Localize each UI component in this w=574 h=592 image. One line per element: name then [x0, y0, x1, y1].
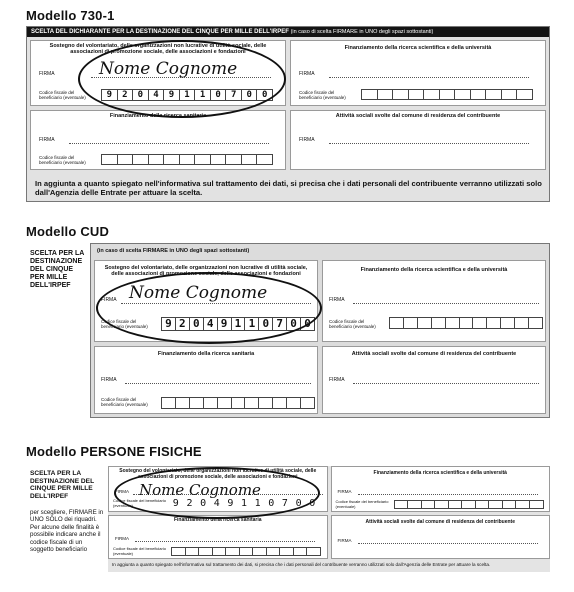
- cf-digit: 1: [254, 498, 261, 509]
- form-730-grid: [30, 40, 546, 170]
- cf-cell: [256, 155, 272, 164]
- cf-digit: 9: [163, 90, 179, 100]
- codice-fiscale-label: Codice fiscale del beneficiario (eventuale): [101, 397, 148, 407]
- cf-cell: [421, 501, 435, 508]
- cf-cell: [486, 318, 500, 328]
- cf-cell: [293, 548, 307, 555]
- cf-cell: [217, 398, 231, 408]
- signature-line[interactable]: [125, 383, 311, 384]
- signature-line[interactable]: [329, 143, 529, 144]
- cf-cell: [189, 398, 203, 408]
- codice-fiscale-label: Codice fiscale del beneficiario (eventuale): [101, 319, 148, 329]
- cf-digit: 1: [241, 498, 248, 509]
- codice-fiscale-label: Codice fiscale del beneficiario (eventuale): [335, 499, 389, 509]
- section-title-cud: Modello CUD: [26, 224, 110, 239]
- cf-digit: 0: [189, 318, 203, 330]
- signature-line[interactable]: [135, 541, 315, 542]
- box-comune-title: Attività sociali svolte dal comune di residenza del contribuente: [365, 519, 515, 525]
- pf-side-note: per scegliere, FIRMARE in UNO SOLO dei riquadri. Per alcune delle finalità è possibile indicare anche il codice fiscale di un soggetto beneficiario: [30, 509, 104, 554]
- box-ricerca-sanitaria: [30, 110, 286, 170]
- cf-cell: [516, 90, 532, 99]
- cf-cell: [488, 501, 502, 508]
- cf-cell: [231, 398, 245, 408]
- firma-label: FIRMA: [101, 377, 117, 383]
- cf-digit: 0: [241, 90, 257, 100]
- form-cud-header: (in caso di scelta FIRMARE in UNO degli spazi sottostanti): [97, 248, 250, 254]
- form-pf-grid: [108, 466, 550, 560]
- box-ricerca-sanitaria-title: Finanziamento della ricerca sanitaria: [173, 517, 262, 523]
- cf-digit: 1: [244, 318, 258, 330]
- box-ricerca-sanitaria-title: Finanziamento della ricerca sanitaria: [109, 113, 207, 119]
- cf-cell: [431, 318, 445, 328]
- box-volontariato: [94, 260, 318, 342]
- cf-digit: 0: [258, 318, 272, 330]
- section-title-persone-fisiche: Modello PERSONE FISICHE: [26, 444, 202, 459]
- form-cud: [90, 243, 550, 418]
- cf-cell: [475, 501, 489, 508]
- cf-digit: 0: [268, 498, 275, 509]
- box-comune: [331, 515, 551, 559]
- cf-cell: [300, 398, 314, 408]
- cf-cell: [470, 90, 486, 99]
- firma-label: FIRMA: [299, 71, 315, 77]
- cf-cell: [185, 548, 199, 555]
- codice-fiscale-field[interactable]: [171, 547, 321, 556]
- box-comune-title: Attività sociali svolte dal comune di residenza del contribuente: [351, 351, 517, 357]
- box-ricerca-universita: [290, 40, 546, 106]
- cf-cell: [194, 155, 210, 164]
- cf-cell: [175, 398, 189, 408]
- cf-digit: 7: [272, 318, 286, 330]
- form-730: [26, 26, 550, 202]
- cf-digit: 1: [231, 318, 245, 330]
- cf-cell: [163, 155, 179, 164]
- box-comune-title: Attività sociali svolte dal comune di residenza del contribuente: [335, 113, 501, 119]
- cf-digit: 1: [179, 90, 195, 100]
- cf-cell: [392, 90, 408, 99]
- cf-cell: [279, 548, 293, 555]
- signature-line[interactable]: [358, 494, 538, 495]
- cf-digit: 0: [132, 90, 148, 100]
- codice-fiscale-field[interactable]: [169, 498, 319, 510]
- box-ricerca-universita-title: Finanziamento della ricerca scientifica e della università: [360, 267, 508, 273]
- cf-cell: [266, 548, 280, 555]
- box-volontariato-title: Sostegno del volontariato, delle organizzazioni non lucrative di utilità sociale, delle associazioni di promozione sociale, delle associazioni e fondazioni: [119, 468, 317, 480]
- codice-fiscale-field[interactable]: [101, 154, 273, 165]
- cf-cell: [514, 318, 528, 328]
- cf-cell: [198, 548, 212, 555]
- codice-fiscale-label: Codice fiscale del beneficiario (eventuale): [329, 319, 376, 329]
- signature-line[interactable]: [353, 383, 539, 384]
- box-volontariato-title: Sostegno del volontariato, delle organizzazioni non lucrative di utilità sociale, delle associazioni di promozione sociale, delle associazioni e fondazioni: [49, 43, 267, 55]
- form-730-header-sub: (in caso di scelta FIRMARE in UNO degli spazi sottostanti): [290, 29, 434, 35]
- firma-label: FIRMA: [115, 536, 129, 541]
- cf-digit: 2: [175, 318, 189, 330]
- cf-cell: [252, 548, 266, 555]
- cf-cell: [117, 155, 133, 164]
- handwritten-signature: Nome Cognome: [139, 481, 261, 499]
- cf-cell: [485, 90, 501, 99]
- cf-cell: [162, 398, 175, 408]
- cf-cell: [454, 90, 470, 99]
- cf-cell: [529, 501, 543, 508]
- cf-cell: [241, 155, 257, 164]
- cf-cell: [501, 90, 517, 99]
- cf-cell: [362, 90, 377, 99]
- cf-digit: 2: [117, 90, 133, 100]
- box-ricerca-universita: [331, 466, 551, 512]
- firma-label: FIRMA: [115, 489, 129, 494]
- firma-label: FIRMA: [299, 137, 315, 143]
- cf-cell: [408, 90, 424, 99]
- cf-cell: [225, 155, 241, 164]
- cf-cell: [272, 398, 286, 408]
- cf-cell: [403, 318, 417, 328]
- cf-cell: [423, 90, 439, 99]
- privacy-note: In aggiunta a quanto spiegato nell'informativa sul trattamento dei dati, si precisa che i dati personali del contribuente verranno utilizzati solo dall'Agenzia delle Entrate per attuare la scelta.: [35, 179, 542, 197]
- privacy-note: In aggiunta a quanto spiegato nell'informativa sul trattamento dei dati, si precisa che i dati personali del contribuente verranno utilizzati solo dall'Agenzia delle Entrate per attuare la scelta.: [112, 562, 491, 567]
- cf-cell: [434, 501, 448, 508]
- box-ricerca-sanitaria: [108, 515, 328, 559]
- section-title-730: Modello 730-1: [26, 8, 115, 23]
- firma-label: FIRMA: [39, 137, 55, 143]
- handwritten-signature: Nome Cognome: [99, 59, 238, 79]
- cf-cell: [500, 318, 514, 328]
- codice-fiscale-label: Codice fiscale del beneficiario (eventuale): [39, 90, 86, 100]
- cud-side-text: SCELTA PER LA DESTINAZIONE DEL CINQUE PER MILLE DELL'IRPEF: [30, 250, 85, 289]
- cf-digit: 2: [186, 498, 193, 509]
- cf-cell: [102, 155, 117, 164]
- box-volontariato-title: Sostegno del volontariato, delle organizzazioni non lucrative di utilità sociale, delle associazioni di promozione sociale, delle associazioni e fondazioni: [104, 265, 308, 277]
- cf-cell: [239, 548, 253, 555]
- firma-label: FIRMA: [329, 377, 345, 383]
- codice-fiscale-field[interactable]: [361, 89, 533, 100]
- cf-digit: 9: [217, 318, 231, 330]
- cf-cell: [306, 548, 320, 555]
- cf-cell: [528, 318, 542, 328]
- cf-cell: [286, 398, 300, 408]
- codice-fiscale-field[interactable]: [161, 397, 315, 409]
- signature-line[interactable]: [353, 303, 539, 304]
- box-ricerca-sanitaria: [94, 346, 318, 414]
- form-cud-grid: [94, 260, 546, 414]
- firma-label: FIRMA: [101, 297, 117, 303]
- cf-cell: [258, 398, 272, 408]
- cf-digit: 0: [256, 90, 272, 100]
- cf-digit: 9: [106, 90, 112, 100]
- form-730-header-text: SCELTA DEL DICHIARANTE PER LA DESTINAZIONE DEL CINQUE PER MILLE DELL'IRPEF: [31, 29, 289, 35]
- cf-cell: [390, 318, 403, 328]
- signature-line[interactable]: [69, 143, 269, 144]
- handwritten-signature: Nome Cognome: [129, 283, 268, 303]
- codice-fiscale-field[interactable]: [389, 317, 543, 329]
- cf-cell: [148, 155, 164, 164]
- cf-digit: 7: [225, 90, 241, 100]
- box-volontariato: [108, 466, 328, 512]
- cf-digit: 9: [172, 498, 179, 509]
- cf-cell: [212, 548, 226, 555]
- cf-digit: 0: [286, 318, 300, 330]
- form-persone-fisiche: [108, 466, 550, 572]
- box-comune: [322, 346, 546, 414]
- cf-digit: 9: [165, 317, 172, 330]
- cf-digit: 0: [200, 498, 207, 509]
- cf-cell: [179, 155, 195, 164]
- cf-digit: 7: [281, 498, 288, 509]
- signature-line[interactable]: [121, 303, 311, 304]
- cf-cell: [210, 155, 226, 164]
- box-ricerca-universita-title: Finanziamento della ricerca scientifica e della università: [373, 470, 507, 476]
- box-volontariato: [30, 40, 286, 106]
- cf-cell: [515, 501, 529, 508]
- cf-cell: [448, 501, 462, 508]
- cf-digit: 0: [210, 90, 226, 100]
- codice-fiscale-field[interactable]: [394, 500, 544, 509]
- cf-cell: [203, 398, 217, 408]
- cf-cell: [225, 548, 239, 555]
- cf-cell: [439, 90, 455, 99]
- box-ricerca-sanitaria-title: Finanziamento della ricerca sanitaria: [157, 351, 255, 357]
- firma-label: FIRMA: [329, 297, 345, 303]
- firma-label: FIRMA: [39, 71, 55, 77]
- cf-digit: 0: [300, 318, 314, 330]
- cf-cell: [445, 318, 459, 328]
- firma-label: FIRMA: [337, 538, 352, 543]
- box-ricerca-universita: [322, 260, 546, 342]
- cf-cell: [132, 155, 148, 164]
- cf-cell: [407, 501, 421, 508]
- cf-digit: 0: [295, 498, 302, 509]
- codice-fiscale-field[interactable]: [101, 89, 273, 101]
- form-730-header: [27, 27, 549, 37]
- cf-cell: [395, 501, 408, 508]
- cf-cell: [377, 90, 393, 99]
- cf-digit: 4: [148, 90, 164, 100]
- signature-line[interactable]: [358, 543, 538, 544]
- cf-cell: [417, 318, 431, 328]
- signature-line[interactable]: [329, 77, 529, 78]
- cf-cell: [461, 501, 475, 508]
- cf-digit: 4: [213, 498, 220, 509]
- codice-fiscale-label: Codice fiscale del beneficiario (eventuale): [299, 90, 346, 100]
- firma-label: FIRMA: [337, 489, 352, 494]
- cf-cell: [172, 548, 185, 555]
- cf-digit: 0: [309, 498, 316, 509]
- box-comune: [290, 110, 546, 170]
- cf-digit: 1: [194, 90, 210, 100]
- codice-fiscale-label: Codice fiscale del beneficiario (eventuale): [113, 498, 166, 508]
- cf-digit: 9: [227, 498, 234, 509]
- box-ricerca-universita-title: Finanziamento della ricerca scientifica e della università: [344, 45, 492, 51]
- cf-cell: [244, 398, 258, 408]
- cf-cell: [502, 501, 516, 508]
- cf-cell: [472, 318, 486, 328]
- codice-fiscale-label: Codice fiscale del beneficiario (eventuale): [39, 155, 86, 165]
- cf-digit: 4: [203, 318, 217, 330]
- cf-cell: [459, 318, 473, 328]
- codice-fiscale-label: Codice fiscale del beneficiario (eventuale): [113, 546, 166, 556]
- pf-side-text: SCELTA PER LA DESTINAZIONE DEL CINQUE PER MILLE DELL'IRPEF: [30, 470, 94, 500]
- codice-fiscale-field[interactable]: [161, 317, 315, 331]
